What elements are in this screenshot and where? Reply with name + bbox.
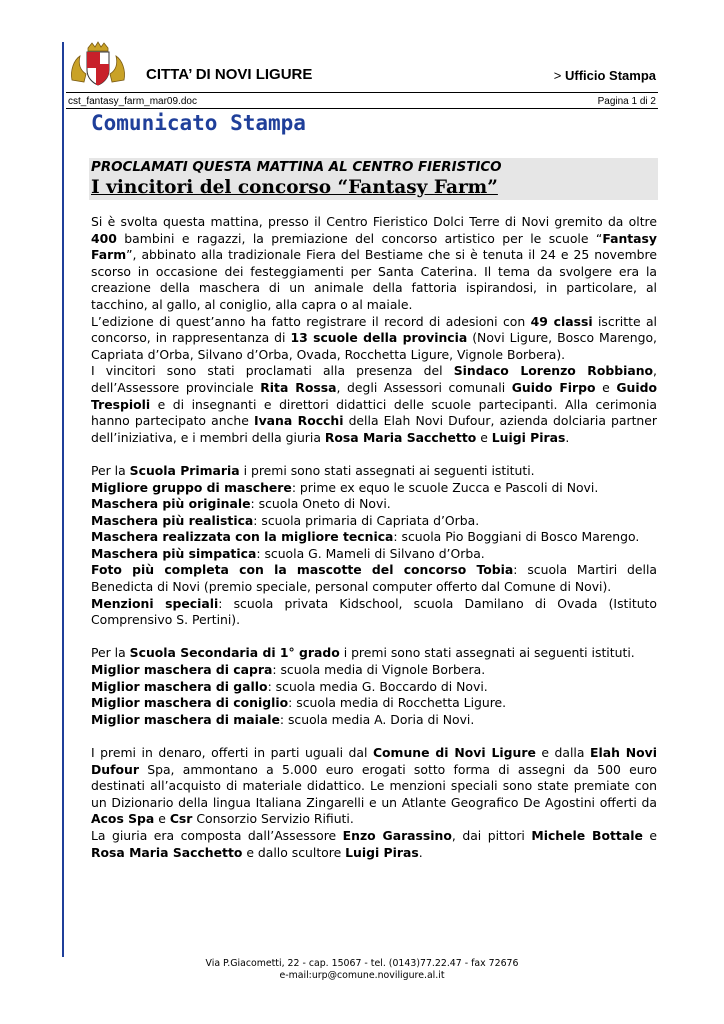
text-run: . (418, 844, 423, 860)
paragraph (91, 645, 657, 662)
paragraph (91, 712, 657, 729)
text-run: : prime ex equo le scuole Zucca e Pascoli di Novi. (291, 479, 599, 495)
city-crest-icon (68, 40, 128, 88)
bold-text: Maschera più realistica (91, 512, 254, 528)
text-run: : scuola privata Kidschool, scuola Damilano di Ovada (Istituto Comprensivo S. Pertini). (91, 595, 657, 628)
bold-text: Menzioni speciali (91, 595, 219, 611)
office-label (554, 68, 656, 83)
paragraph (91, 662, 657, 679)
bold-text: Miglior maschera di capra (91, 662, 273, 678)
header-divider (66, 92, 658, 93)
text-run: , dai pittori (451, 827, 532, 843)
paragraph-gap (91, 446, 657, 463)
bold-text: Luigi Piras (491, 429, 566, 445)
paragraph (91, 695, 657, 712)
paragraph (91, 480, 657, 497)
bold-text: Foto più completa con la mascotte del concorso Tobia (91, 562, 514, 578)
text-run: e (595, 379, 617, 395)
text-run: e (154, 811, 170, 827)
text-run: : scuola G. Mameli di Silvano d’Orba. (256, 545, 485, 561)
bold-text: Elah Novi Dufour (91, 745, 657, 777)
paragraph (91, 214, 657, 314)
kicker: PROCLAMATI QUESTA MATTINA AL CENTRO FIERISTICO (91, 160, 502, 175)
bold-text: Maschera più simpatica (91, 545, 257, 561)
paragraph (91, 679, 657, 696)
text-run: : scuola media A. Doria di Novi. (279, 711, 475, 727)
paragraph (91, 596, 657, 629)
text-run: (Novi Ligure, Bosco Marengo, Capriata d’Orba, Silvano d’Orba, Ovada, Rocchetta Ligure, Vignole Borbera). (91, 330, 657, 362)
bold-text: Csr (169, 811, 193, 827)
bold-text: 13 scuole della provincia (290, 330, 468, 346)
text-run: Spa, ammontano a 5.000 euro erogati sotto forma di assegni da 500 euro destinati all’acquisto di materiale didattico. Le menzioni speciali sono state premiate con un Dizionario della lingua Italiana Zingarelli e un Atlante Geografico De Agostini offerti da (91, 761, 657, 810)
text-run: : scuola Oneto di Novi. (250, 496, 391, 512)
article-body (91, 214, 657, 861)
bold-text: Rosa Maria Sacchetto (91, 844, 243, 860)
text-run: , dell’Assessore provinciale (91, 363, 657, 395)
text-run: L’edizione di quest’anno ha fatto registrare il record di adesioni con (91, 313, 531, 329)
bold-text: Enzo Garassino (342, 827, 452, 843)
footer (0, 958, 724, 982)
text-run: e dallo scultore (242, 844, 346, 860)
text-run: : scuola media di Vignole Borbera. (272, 662, 486, 678)
subheader-divider (66, 108, 658, 109)
left-margin-rule (62, 42, 64, 957)
bold-text: Acos Spa (91, 811, 155, 827)
text-run: e (642, 827, 657, 843)
paragraph-gap (91, 629, 657, 646)
bold-text: Scuola Secondaria di 1° grado (129, 645, 340, 661)
bold-text: Guido Trespioli (91, 379, 657, 412)
bold-text: Sindaco Lorenzo Robbiano (453, 363, 654, 379)
text-run: : scuola Martiri della Benedicta di Novi (premio speciale, personal computer offerto dal Comune di Novi). (91, 562, 657, 595)
paragraph (91, 496, 657, 513)
text-run: : scuola media G. Boccardo di Novi. (267, 678, 488, 694)
bold-text: Comune di Novi Ligure (372, 745, 536, 760)
text-run: Per la (91, 645, 130, 661)
text-run: : scuola primaria di Capriata d’Orba. (253, 512, 480, 528)
text-run: : scuola media di Rocchetta Ligure. (288, 695, 507, 711)
text-run: e dalla (535, 745, 590, 760)
bold-text: Maschera realizzata con la migliore tecnica (91, 529, 394, 545)
paragraph (91, 745, 657, 828)
bold-text: Rita Rossa (260, 379, 337, 395)
paragraph (91, 828, 657, 861)
footer-email: e-mail:urp@comune.noviligure.al.it (279, 970, 445, 981)
paragraph (91, 513, 657, 530)
text-run: Si è svolta questa mattina, presso il Centro Fieristico Dolci Terre di Novi gremito da oltre (91, 214, 657, 229)
text-run: I vincitori sono stati proclamati alla presenza del (91, 363, 454, 379)
text-run: La giuria era composta dall’Assessore (91, 827, 343, 843)
text-run: iscritte al concorso, in rappresentanza di (91, 313, 657, 346)
bold-text: Scuola Primaria (129, 462, 240, 478)
text-run: e di insegnanti e direttori didattici delle scuole partecipanti. Alla cerimonia hanno partecipato anche (91, 396, 657, 429)
paragraph (91, 529, 657, 546)
paragraph (91, 363, 657, 446)
text-run: , degli Assessori comunali (336, 379, 512, 395)
text-run: Per la (91, 462, 130, 478)
text-run: i premi sono stati assegnati ai seguenti istituti. (339, 645, 635, 661)
bold-text: 400 (91, 230, 117, 246)
bold-text: 49 classi (530, 313, 593, 329)
bold-text: Guido Firpo (511, 379, 596, 395)
headline: I vincitori del concorso “Fantasy Farm” (91, 177, 498, 198)
text-run: ”, abbinato alla tradizionale Fiera del Bestiame che si è tenuta il 24 e 25 novembre scorso in occasione dei festeggiamenti per Santa Caterina. Il tema da svolgere era la creazione della maschera di un animale della fattoria ispirandosi, in particolare, al tacchino, al gallo, al coniglio, alla capra o al maiale. (91, 247, 657, 312)
bold-text: Rosa Maria Sacchetto (324, 429, 477, 445)
text-run: : scuola Pio Boggiani di Bosco Marengo. (393, 529, 640, 545)
text-run: Consorzio Servizio Rifiuti. (192, 811, 354, 827)
bold-text: Miglior maschera di gallo (91, 678, 268, 694)
paragraph (91, 463, 657, 480)
text-run: . (565, 429, 570, 445)
bold-text: Fantasy Farm (91, 230, 657, 263)
office-prefix: > (553, 68, 562, 83)
page-number: Pagina 1 di 2 (597, 96, 656, 107)
text-run: i premi sono stati assegnati ai seguenti istituti. (239, 462, 535, 478)
paragraph (91, 314, 657, 364)
footer-address: Via P.Giacometti, 22 - cap. 15067 - tel. (0143)77.22.47 - fax 72676 (205, 958, 519, 969)
bold-text: Michele Bottale (531, 827, 643, 843)
paragraph-gap (91, 728, 657, 745)
bold-text: Ivana Rocchi (253, 413, 344, 429)
text-run: della Elah Novi Dufour, azienda dolciaria partner dell’iniziativa, e i membri della giuria (91, 413, 657, 445)
office-name: Ufficio Stampa (564, 68, 656, 83)
paragraph (91, 562, 657, 595)
bold-text: Miglior maschera di coniglio (91, 695, 289, 711)
text-run: I premi in denaro, offerti in parti uguali dal (91, 745, 373, 760)
bold-text: Migliore gruppo di maschere (91, 479, 292, 495)
bold-text: Maschera più originale (91, 496, 251, 512)
document-title: Comunicato Stampa (91, 111, 306, 135)
document-filename: cst_fantasy_farm_mar09.doc (68, 96, 197, 107)
city-name: CITTA’ DI NOVI LIGURE (146, 66, 313, 83)
paragraph (91, 546, 657, 563)
text-run: e (476, 429, 492, 445)
text-run: bambini e ragazzi, la premiazione del concorso artistico per le scuole “ (116, 230, 603, 246)
bold-text: Luigi Piras (345, 844, 419, 860)
bold-text: Miglior maschera di maiale (91, 711, 280, 727)
